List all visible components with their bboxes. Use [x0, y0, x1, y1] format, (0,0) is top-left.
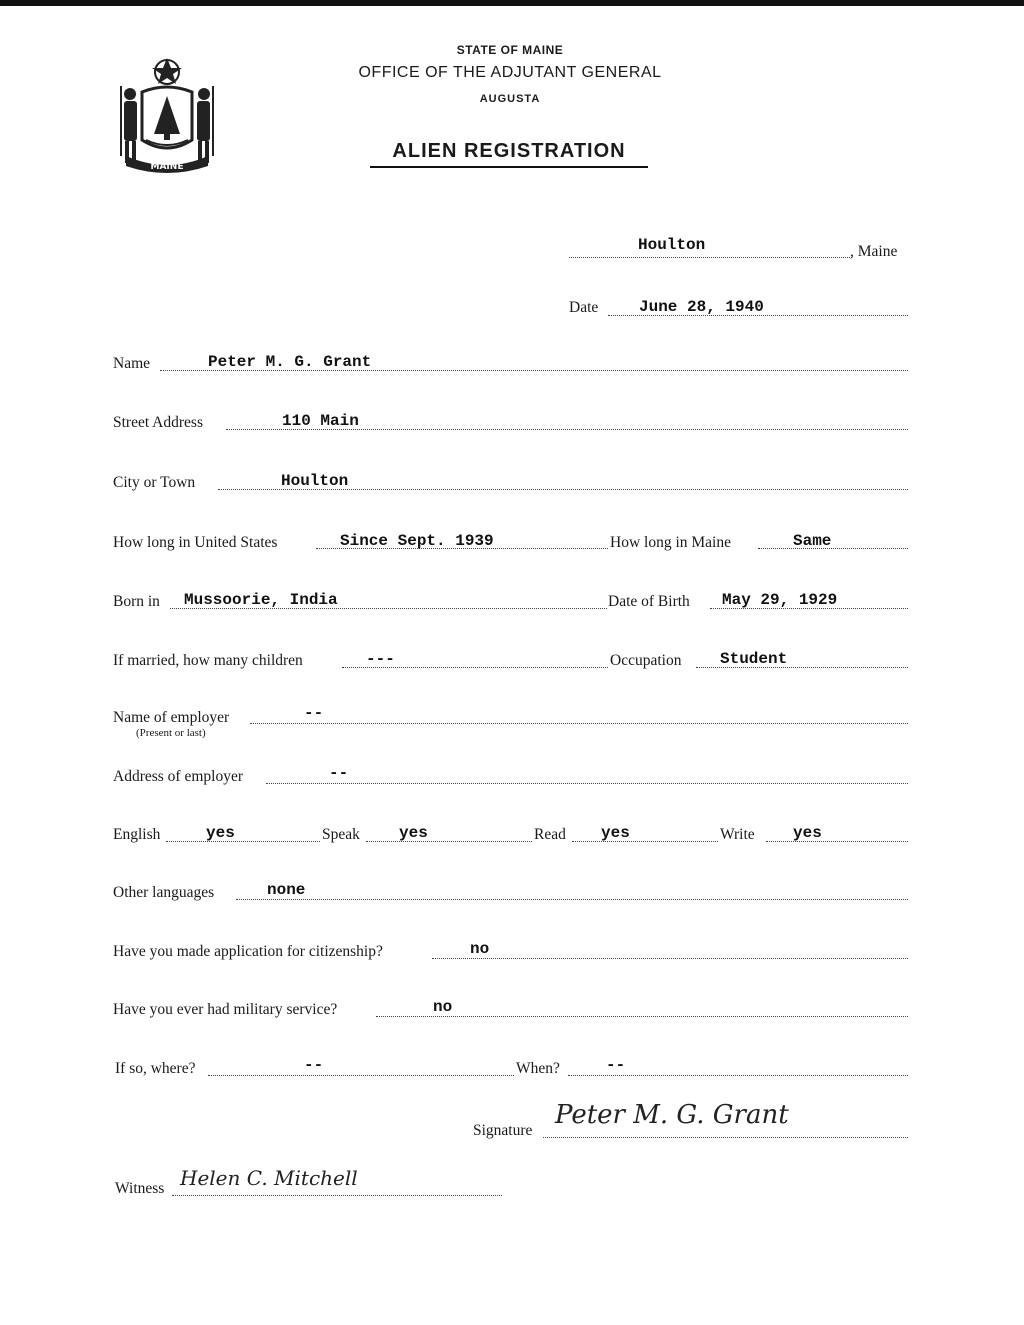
citizenship-line — [432, 958, 908, 959]
read-value: yes — [601, 824, 630, 842]
when-label: When? — [516, 1060, 560, 1077]
street-label: Street Address — [113, 414, 203, 431]
birth-date-label: Date of Birth — [608, 593, 690, 610]
employer-sublabel: (Present or last) — [136, 727, 206, 739]
write-label: Write — [720, 826, 755, 843]
header-city: AUGUSTA — [479, 93, 541, 105]
occupation-label: Occupation — [610, 652, 682, 669]
read-label: Read — [534, 826, 566, 843]
employer-address-value: -- — [329, 764, 349, 782]
military-line — [376, 1016, 908, 1017]
witness-line — [172, 1195, 502, 1196]
when-line — [568, 1075, 908, 1076]
military-value: no — [433, 998, 453, 1016]
employer-address-line — [266, 783, 908, 784]
scan-top-border — [0, 0, 1024, 6]
maine-residence-line — [758, 548, 908, 549]
date-label: Date — [569, 299, 599, 316]
citizenship-label: Have you made application for citizenship? — [113, 943, 383, 960]
other-languages-value: none — [267, 881, 306, 899]
born-value: Mussoorie, India — [184, 591, 338, 609]
employer-label: Name of employer — [113, 709, 230, 726]
witness-label: Witness — [115, 1180, 165, 1197]
citizenship-value: no — [470, 940, 490, 958]
us-residence-value: Since Sept. 1939 — [340, 532, 494, 550]
signature-handwriting: Peter M. G. Grant — [555, 1100, 789, 1130]
employer-value: -- — [304, 704, 324, 722]
birth-date-value: May 29, 1929 — [722, 591, 838, 609]
read-line — [572, 841, 718, 842]
maine-state-seal-icon — [112, 56, 222, 176]
write-value: yes — [793, 824, 822, 842]
place-line — [569, 257, 852, 258]
employer-line — [250, 723, 908, 724]
where-line — [208, 1075, 514, 1076]
city-label: City or Town — [113, 474, 196, 491]
military-label: Have you ever had military service? — [113, 1001, 338, 1018]
employer-address-label: Address of employer — [113, 768, 243, 785]
children-label: If married, how many children — [113, 652, 303, 669]
place-value: Houlton — [638, 236, 706, 254]
place-suffix: , Maine — [850, 243, 898, 260]
seal-banner-text: MAINE — [150, 162, 184, 172]
born-label: Born in — [113, 593, 160, 610]
where-value: -- — [304, 1056, 324, 1074]
signature-label: Signature — [473, 1122, 533, 1139]
english-value: yes — [206, 824, 235, 842]
speak-label: Speak — [322, 826, 360, 843]
date-value: June 28, 1940 — [639, 298, 764, 316]
when-value: -- — [606, 1056, 626, 1074]
header-state: STATE OF MAINE — [456, 43, 564, 57]
other-languages-label: Other languages — [113, 884, 215, 901]
signature-line — [543, 1137, 908, 1138]
where-label: If so, where? — [115, 1060, 196, 1077]
other-languages-line — [236, 899, 908, 900]
maine-residence-label: How long in Maine — [610, 534, 731, 551]
occupation-value: Student — [720, 650, 788, 668]
name-label: Name — [113, 355, 151, 372]
children-value: --- — [366, 650, 395, 668]
city-value: Houlton — [281, 472, 349, 490]
form-title: ALIEN REGISTRATION — [370, 140, 648, 168]
write-line — [766, 841, 908, 842]
street-value: 110 Main — [282, 412, 359, 430]
name-value: Peter M. G. Grant — [208, 353, 372, 371]
english-label: English — [113, 826, 161, 843]
header-office: OFFICE OF THE ADJUTANT GENERAL — [358, 64, 662, 81]
witness-handwriting: Helen C. Mitchell — [180, 1166, 358, 1190]
us-residence-label: How long in United States — [113, 534, 278, 551]
english-line — [166, 841, 320, 842]
speak-line — [366, 841, 532, 842]
maine-residence-value: Same — [793, 532, 832, 550]
speak-value: yes — [399, 824, 428, 842]
